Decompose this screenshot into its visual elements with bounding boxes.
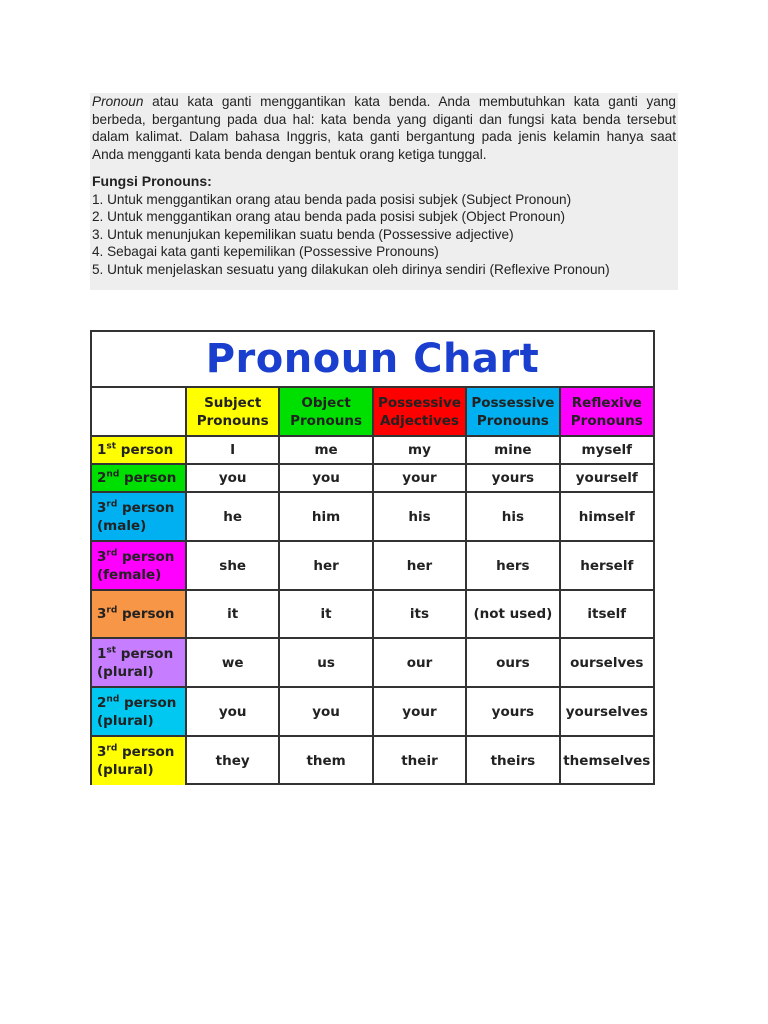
table-cell: them <box>279 736 372 785</box>
row-label <box>92 590 186 638</box>
table-cell: my <box>373 436 466 464</box>
table-cell: your <box>373 464 466 492</box>
table-cell: mine <box>466 436 559 464</box>
table-row <box>92 464 653 492</box>
table-cell: itself <box>560 590 653 638</box>
table-row <box>92 590 653 638</box>
fungsi-list <box>92 191 676 279</box>
pronoun-table <box>92 388 653 785</box>
column-header <box>186 388 279 436</box>
table-row <box>92 687 653 736</box>
row-label-number: 1 <box>97 645 107 662</box>
table-cell: ourselves <box>560 638 653 687</box>
row-label-text: person <box>117 499 175 516</box>
column-header-line1: Subject <box>204 394 262 411</box>
table-cell: their <box>373 736 466 785</box>
row-label-ordinal: st <box>106 441 117 452</box>
table-row <box>92 638 653 687</box>
row-label-ordinal: rd <box>106 605 118 616</box>
row-label-ordinal: nd <box>106 469 120 480</box>
table-row <box>92 492 653 541</box>
table-cell: I <box>186 436 279 464</box>
row-label <box>92 492 186 541</box>
header-row <box>92 388 653 436</box>
pronoun-chart <box>90 330 655 785</box>
row-label <box>92 541 186 590</box>
column-header-line1: Object <box>301 394 351 411</box>
fungsi-item: 2. Untuk menggantikan orang atau benda pada posisi subjek (Object Pronoun) <box>92 209 566 224</box>
table-cell: you <box>186 464 279 492</box>
table-cell: himself <box>560 492 653 541</box>
table-cell: theirs <box>466 736 559 785</box>
column-header-line1: Reflexive <box>571 394 642 411</box>
fungsi-item: 5. Untuk menjelaskan sesuatu yang dilakukan oleh dirinya sendiri (Reflexive Pronoun) <box>92 261 610 277</box>
table-cell: myself <box>560 436 653 464</box>
row-label <box>92 638 186 687</box>
row-label-number: 1 <box>97 442 107 458</box>
row-label-number: 3 <box>97 606 107 622</box>
table-cell: themselves <box>560 736 653 785</box>
fungsi-item: 4. Sebagai kata ganti kepemilikan (Possessive Pronouns) <box>92 244 439 259</box>
row-label-text: person <box>117 606 175 622</box>
column-header-line1: Possessive <box>377 394 461 411</box>
row-label-sub: (plural) <box>97 762 154 778</box>
row-label-number: 3 <box>97 548 107 565</box>
table-cell: you <box>279 464 372 492</box>
fungsi-title: Fungsi Pronouns: <box>92 173 212 189</box>
text-block <box>90 93 678 290</box>
fungsi-item: 1. Untuk menggantikan orang atau benda pada posisi subjek (Subject Pronoun) <box>92 191 572 207</box>
row-label-number: 2 <box>97 470 107 486</box>
row-label-sub: (plural) <box>97 663 154 680</box>
column-header-line2: Pronouns <box>290 412 363 429</box>
row-label-number: 3 <box>97 499 107 516</box>
table-cell: he <box>186 492 279 541</box>
intro-text: atau kata ganti menggantikan kata benda. Anda membutuhkan kata ganti yang berbeda, bergantung pada dua hal: kata benda yang diganti dan fungsi kata benda tersebut dalam kalimat. Dalam bahasa Inggris, kata ganti bergantung pada jenis kelamin hanya saat Anda mengganti kata benda dengan bentuk orang ketiga tunggal. <box>92 94 676 162</box>
intro-paragraph <box>92 93 676 163</box>
column-header <box>466 388 559 436</box>
table-cell: yours <box>466 687 559 736</box>
table-cell: us <box>279 638 372 687</box>
table-cell: you <box>186 687 279 736</box>
table-cell: it <box>186 590 279 638</box>
column-header-line2: Pronouns <box>476 412 549 429</box>
row-label-sub: (male) <box>97 517 147 534</box>
column-header-line2: Pronouns <box>196 412 269 429</box>
column-header-line2: Adjectives <box>379 412 459 429</box>
column-header <box>373 388 466 436</box>
table-cell: they <box>186 736 279 785</box>
row-label <box>92 687 186 736</box>
table-cell: me <box>279 436 372 464</box>
table-row <box>92 436 653 464</box>
corner-cell <box>92 388 186 436</box>
chart-title: Pronoun Chart <box>92 332 653 388</box>
row-label-number: 3 <box>97 744 107 760</box>
table-cell: him <box>279 492 372 541</box>
table-cell: she <box>186 541 279 590</box>
column-header-line1: Possessive <box>471 394 555 411</box>
row-label <box>92 736 186 785</box>
fungsi-item: 3. Untuk menunjukan kepemilikan suatu benda (Possessive adjective) <box>92 226 514 242</box>
intro-italic-word: Pronoun <box>92 94 144 109</box>
row-label-text: person <box>116 442 174 458</box>
row-label-text: person <box>119 470 177 486</box>
table-cell: you <box>279 687 372 736</box>
table-cell: his <box>373 492 466 541</box>
table-cell: we <box>186 638 279 687</box>
row-label-text: person <box>119 694 177 711</box>
table-cell: hers <box>466 541 559 590</box>
table-row <box>92 736 653 785</box>
table-cell: yours <box>466 464 559 492</box>
table-cell: (not used) <box>466 590 559 638</box>
row-label-ordinal: rd <box>106 499 118 509</box>
column-header-line2: Pronouns <box>570 412 643 429</box>
table-cell: it <box>279 590 372 638</box>
table-cell: our <box>373 638 466 687</box>
row-label-ordinal: rd <box>106 548 118 558</box>
table-cell: his <box>466 492 559 541</box>
row-label-sub: (plural) <box>97 712 154 729</box>
table-cell: its <box>373 590 466 638</box>
row-label-ordinal: rd <box>106 743 118 754</box>
row-label-text: person <box>117 744 175 760</box>
table-cell: yourself <box>560 464 653 492</box>
table-row <box>92 541 653 590</box>
table-cell: ours <box>466 638 559 687</box>
table-cell: her <box>279 541 372 590</box>
row-label <box>92 436 186 464</box>
row-label <box>92 464 186 492</box>
table-cell: your <box>373 687 466 736</box>
row-label-ordinal: nd <box>106 694 120 704</box>
column-header <box>560 388 653 436</box>
column-header <box>279 388 372 436</box>
table-cell: her <box>373 541 466 590</box>
row-label-number: 2 <box>97 694 107 711</box>
row-label-text: person <box>116 645 174 662</box>
table-cell: herself <box>560 541 653 590</box>
row-label-ordinal: st <box>106 645 117 655</box>
row-label-text: person <box>117 548 175 565</box>
table-cell: yourselves <box>560 687 653 736</box>
row-label-sub: (female) <box>97 566 162 583</box>
